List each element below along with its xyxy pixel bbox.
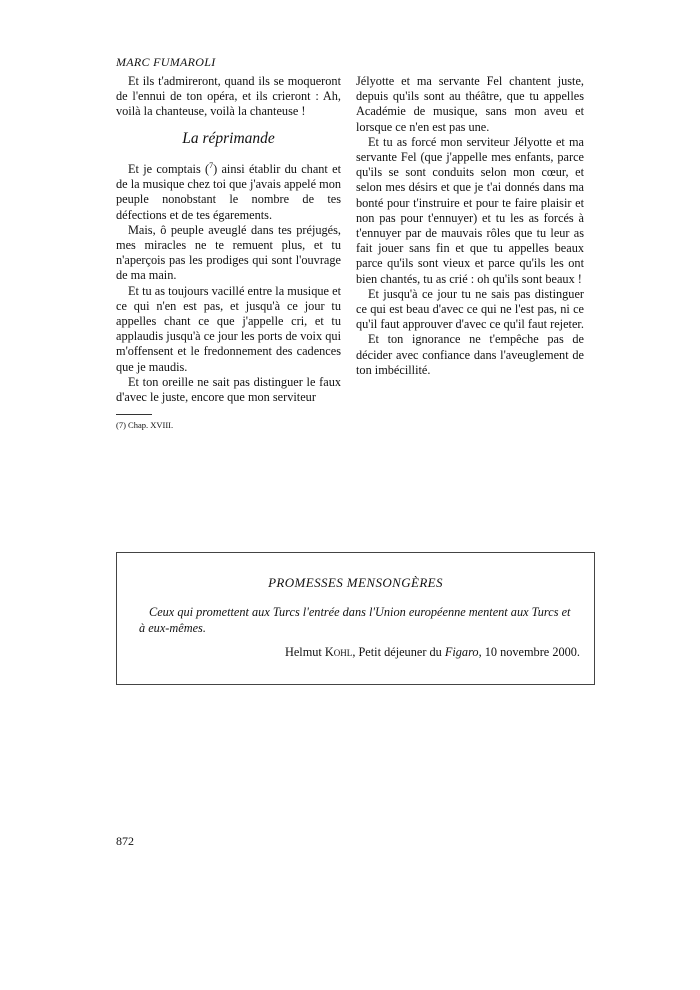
footnote-divider — [116, 414, 152, 415]
quote-box-title: PROMESSES MENSONGÈRES — [268, 575, 443, 590]
left-paragraph-3: Mais, ô peuple aveuglé dans tes préjugés, mes miracles ne te remuent plus, et tu n'aperçois pas les prodiges qui sont l'ouvrage de ma main. — [116, 222, 341, 283]
right-paragraph-2: Et tu as forcé mon serviteur Jélyotte et ma servante Fel (que j'appelle mes enfants, parce qu'ils se sont conduits selon mon cœur, et selon mes désirs et que je t'ai donnés dans ma bonté pour t'instruire et pour te faire plaisir et non pas pour t'ennuyer) et tu les as forcés à t'ennuyer par de mauvais rôles que tu leur as fait jouer sans fin et que tu appelles beaux parce qu'ils sont vieux et parce qu'ils les ont bien chantés, tu as crié : oh qu'ils sont beaux ! — [356, 134, 584, 286]
source-publication: Figaro — [444, 645, 479, 659]
footnote-reference[interactable]: 7 — [209, 160, 214, 170]
footnote: (7) Chap. XVIII. — [116, 420, 174, 430]
right-column — [356, 74, 584, 378]
right-paragraph-4: Et ton ignorance ne t'empêche pas de décider avec confiance dans l'aveuglement de ton imbécillité. — [356, 332, 584, 377]
left-column — [116, 74, 341, 405]
left-paragraph-2 — [116, 158, 341, 223]
page-number: 872 — [116, 834, 134, 848]
right-paragraph-3: Et jusqu'à ce jour tu ne sais pas distinguer ce qui est beau d'avec ce qui ne l'est pas, ni ce qu'il faut approuver d'avec ce qu'il faut rejeter. — [356, 286, 584, 332]
source-date: , 10 novembre 2000. — [478, 645, 580, 659]
left-paragraph-1: Et ils t'admireront, quand ils se moqueront de l'ennui de ton opéra, et ils crieront : Ah, voilà la chanteuse, voilà la chanteuse ! — [116, 74, 341, 119]
paragraph-2-start: Et je comptais ( — [128, 161, 210, 176]
quote-source — [285, 645, 580, 660]
quote-box — [116, 552, 595, 685]
section-title: La réprimande — [182, 129, 275, 147]
right-paragraph-1: Jélyotte et ma servante Fel chantent juste, depuis qu'ils sont au théâtre, que tu appelles Académie de musique, sans mon aveu et lorsque ce n'en est pas une. — [356, 74, 584, 134]
left-paragraph-5: Et ton oreille ne sait pas distinguer le faux d'avec le juste, encore que mon serviteur — [116, 374, 341, 404]
source-mid: , Petit déjeuner du — [352, 645, 445, 659]
quote-text: Ceux qui promettent aux Turcs l'entrée dans l'Union européenne mentent aux Turcs et à eux-mêmes. — [139, 605, 571, 635]
source-author-last: Kohl — [324, 645, 353, 659]
left-paragraph-4: Et tu as toujours vacillé entre la musique et ce qui n'en est pas, et jusqu'à ce jour tu appelles chant ce que j'appelle cri, et tu applaudis jusqu'à ce jour les ports de voix qui m'offensent et le fredonnement des cadences que je maudis. — [116, 283, 341, 374]
running-head: MARC FUMAROLI — [116, 55, 216, 69]
paragraph-2-end: ) ainsi établir du chant et de la musique chez toi que j'avais appelé mon peuple nonobstant le nombre de tes défections et de tes égarements. — [116, 161, 341, 222]
source-author-first: Helmut — [284, 645, 322, 659]
